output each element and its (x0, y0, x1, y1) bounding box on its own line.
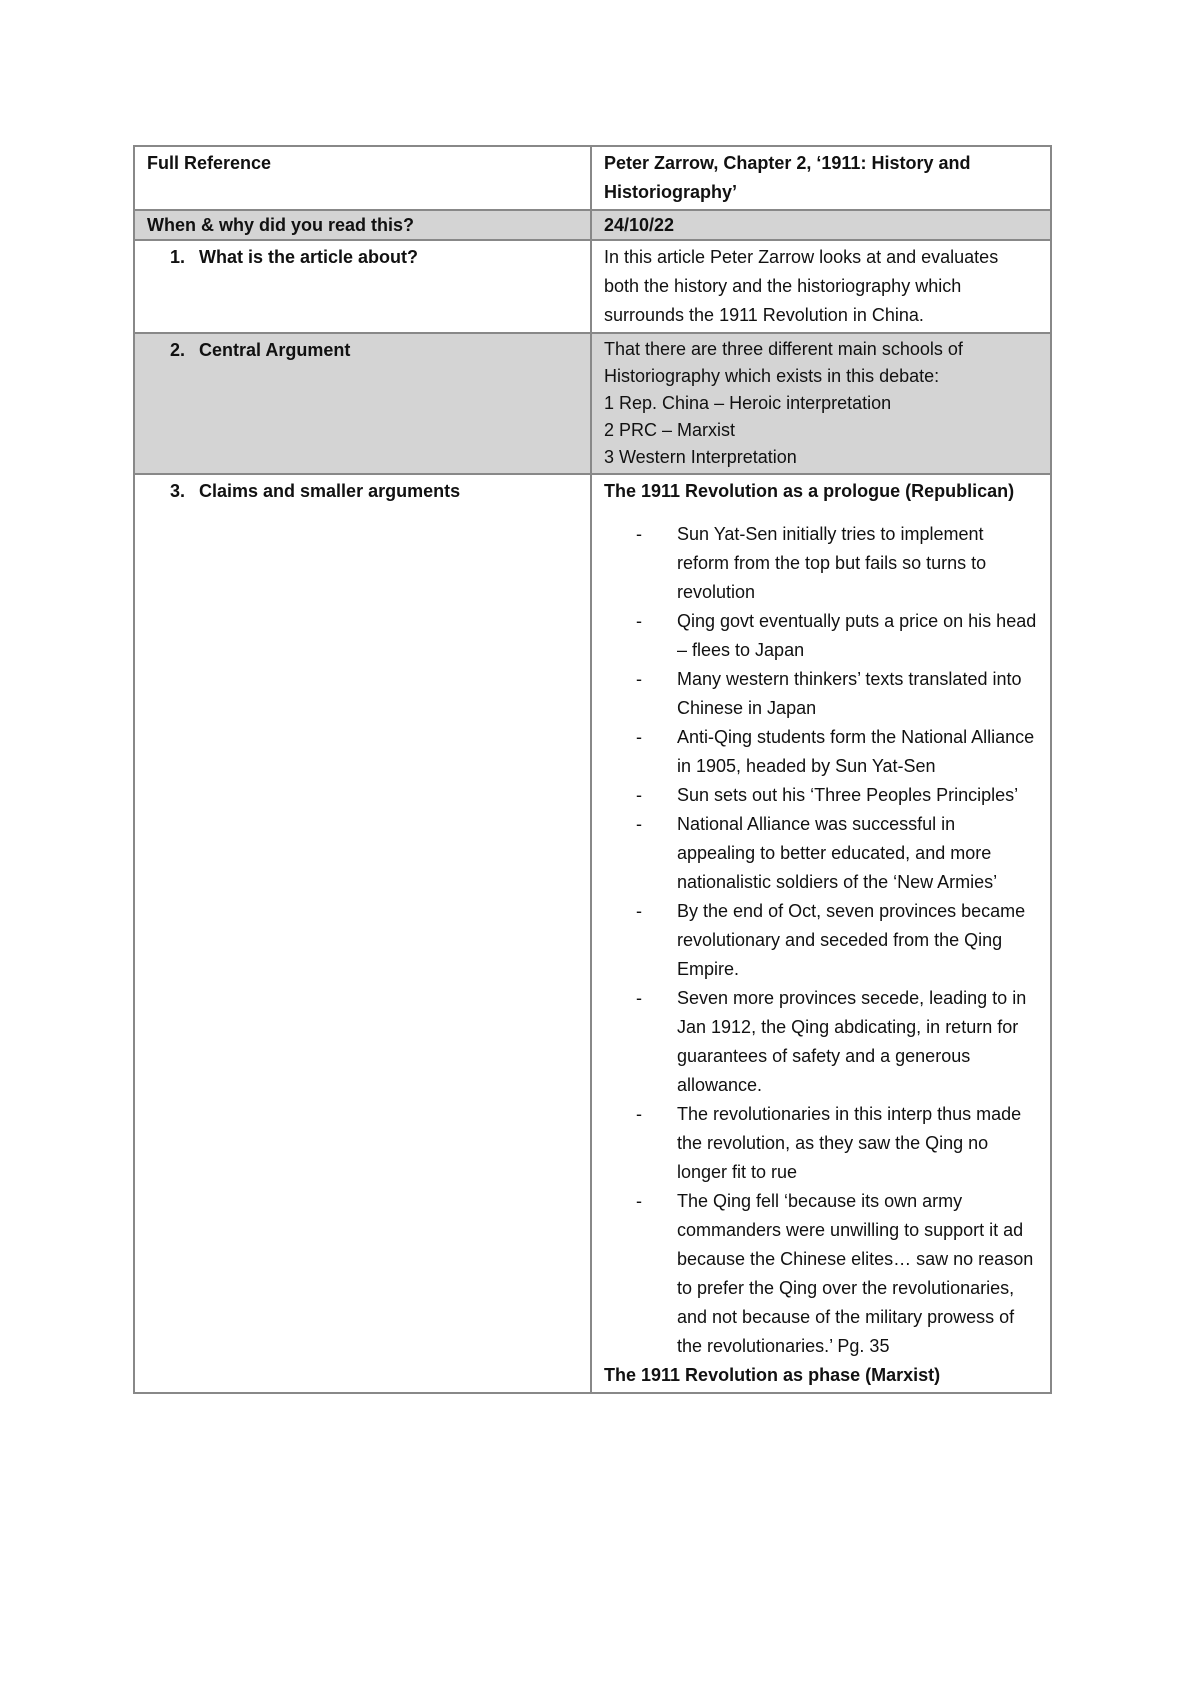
list-item (604, 1187, 1038, 1361)
list-item (604, 1100, 1038, 1187)
claim-text: Sun Yat-Sen initially tries to implement reform from the top but fails so turns to revolution (677, 524, 987, 602)
list-item (604, 607, 1038, 665)
claim-text: The Qing fell ‘because its own army commanders were unwilling to support it ad because the Chinese elites… saw no reason to prefer the Qing over the revolutionaries, and not because of the military prowess of the revolutionaries.’ Pg. 35 (677, 1191, 1034, 1356)
article-about-number: 1. (169, 247, 185, 267)
claim-text: Seven more provinces secede, leading to in Jan 1912, the Qing abdicating, in return for guarantees of safety and a generous allowance. (677, 988, 1027, 1095)
bullet-dash: - (636, 727, 642, 747)
full-reference-label: Full Reference (134, 146, 591, 210)
claims-row (134, 474, 1051, 1393)
claim-text: By the end of Oct, seven provinces became revolutionary and seceded from the Qing Empire. (677, 901, 1026, 979)
bullet-dash: - (636, 611, 642, 631)
when-why-row (134, 210, 1051, 240)
when-why-value: 24/10/22 (591, 210, 1051, 240)
central-argument-line: 3 Western Interpretation (604, 447, 797, 467)
claim-text: The revolutionaries in this interp thus made the revolution, as they saw the Qing no longer fit to rue (677, 1104, 1022, 1182)
bullet-dash: - (636, 524, 642, 544)
article-about-label-cell (134, 240, 591, 333)
central-argument-label-cell (134, 333, 591, 474)
claim-text: Many western thinkers’ texts translated into Chinese in Japan (677, 669, 1022, 718)
list-item (604, 897, 1038, 984)
when-why-label: When & why did you read this? (134, 210, 591, 240)
claims-label: Claims and smaller arguments (199, 481, 461, 501)
bullet-dash: - (636, 669, 642, 689)
central-argument-line: That there are three different main schools of Historiography which exists in this debate: (604, 339, 963, 386)
list-item (604, 665, 1038, 723)
list-item (604, 781, 1038, 810)
claims-heading: The 1911 Revolution as a prologue (Republican) (604, 481, 1015, 501)
article-about-label: What is the article about? (199, 247, 419, 267)
full-reference-row (134, 146, 1051, 210)
list-item (604, 810, 1038, 897)
claims-value (591, 474, 1051, 1393)
article-about-row (134, 240, 1051, 333)
full-reference-value: Peter Zarrow, Chapter 2, ‘1911: History and Historiography’ (591, 146, 1051, 210)
central-argument-number: 2. (169, 340, 185, 360)
central-argument-value (591, 333, 1051, 474)
claim-text: Sun sets out his ‘Three Peoples Principles’ (677, 785, 1019, 805)
central-argument-line: 1 Rep. China – Heroic interpretation (604, 393, 892, 413)
bullet-dash: - (636, 814, 642, 834)
reading-notes-table (133, 145, 1052, 1394)
bullet-dash: - (636, 901, 642, 921)
central-argument-line: 2 PRC – Marxist (604, 420, 736, 440)
claim-text: Anti-Qing students form the National Alliance in 1905, headed by Sun Yat-Sen (677, 727, 1035, 776)
list-item (604, 984, 1038, 1100)
claims-label-cell (134, 474, 591, 1393)
claim-text: Qing govt eventually puts a price on his head – flees to Japan (677, 611, 1037, 660)
bullet-dash: - (636, 1191, 642, 1211)
claim-text: National Alliance was successful in appealing to better educated, and more nationalistic soldiers of the ‘New Armies’ (677, 814, 998, 892)
list-item (604, 723, 1038, 781)
bullet-dash: - (636, 1104, 642, 1124)
central-argument-row (134, 333, 1051, 474)
bullet-dash: - (636, 785, 642, 805)
claims-list (604, 520, 1038, 1361)
central-argument-label: Central Argument (199, 340, 351, 360)
claims-number: 3. (169, 481, 185, 501)
claims-heading-marxist: The 1911 Revolution as phase (Marxist) (604, 1365, 941, 1385)
bullet-dash: - (636, 988, 642, 1008)
article-about-value: In this article Peter Zarrow looks at and evaluates both the history and the historiography which surrounds the 1911 Revolution in China. (591, 240, 1051, 333)
list-item (604, 520, 1038, 607)
